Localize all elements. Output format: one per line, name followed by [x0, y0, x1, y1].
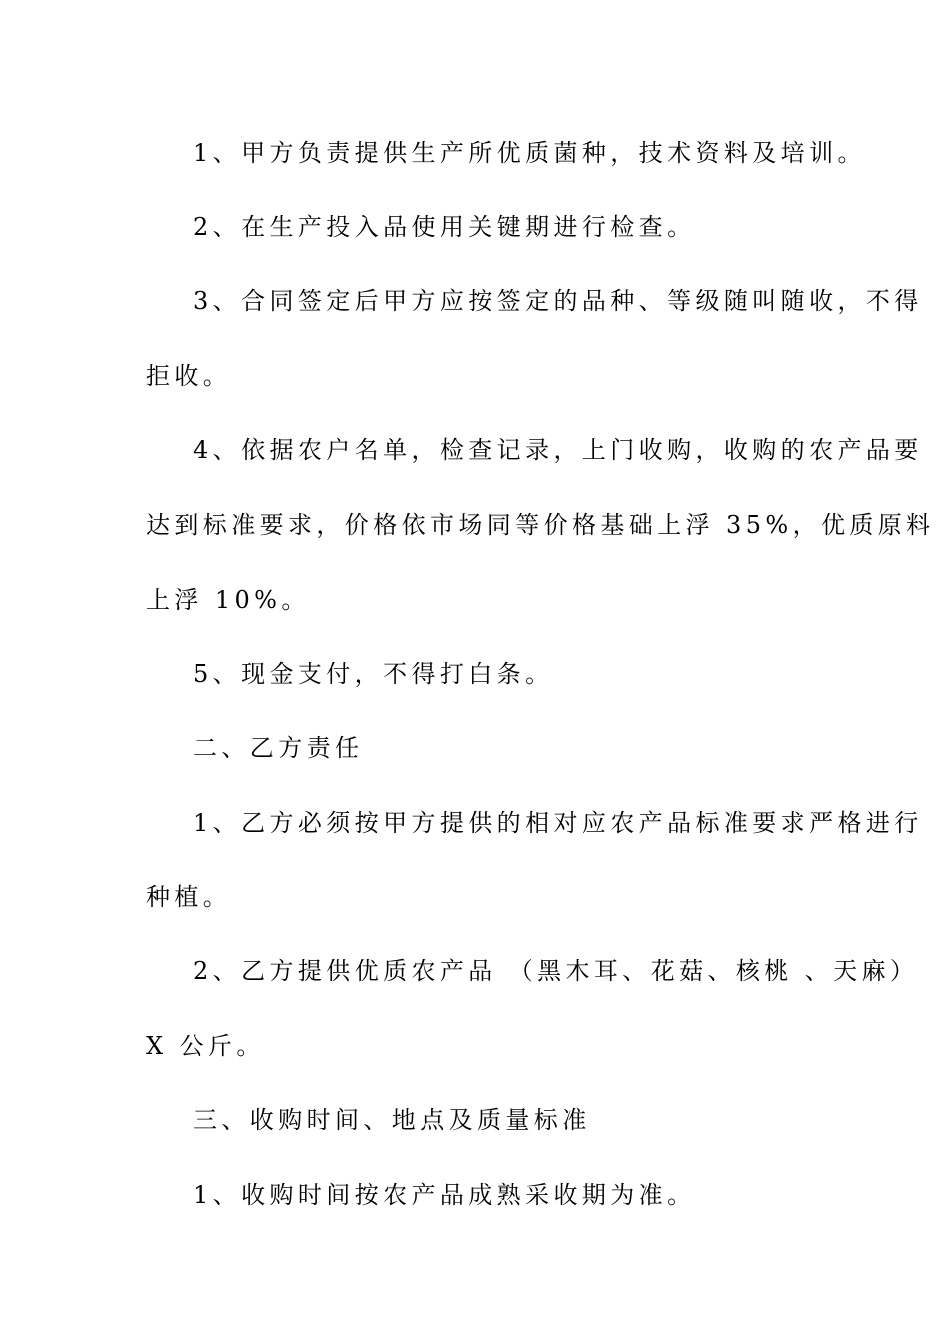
clause-a2-inspection: 2、在生产投入品使用关键期进行检查。: [193, 213, 696, 241]
clause-b1-standards: 1、乙方必须按甲方提供的相对应农产品标准要求严格进行: [193, 809, 923, 837]
clause-a3-acceptance: 3、合同签定后甲方应按签定的品种、等级随叫随收，不得: [193, 287, 923, 315]
clause-a5-cash-payment: 5、现金支付，不得打白条。: [193, 660, 554, 688]
section-heading-purchase-terms: 三、收购时间、地点及质量标准: [193, 1106, 591, 1134]
clause-c1-purchase-time: 1、收购时间按农产品成熟采收期为准。: [193, 1181, 696, 1209]
clause-a3-continuation: 拒收。: [146, 362, 232, 390]
clause-a1-supply-strains: 1、甲方负责提供生产所优质菌种，技术资料及培训。: [193, 139, 866, 167]
clause-a4-continuation-1: 达到标准要求，价格依市场同等价格基础上浮 35%，优质原料: [146, 511, 935, 539]
clause-b1-continuation: 种植。: [146, 883, 232, 911]
clause-b2-products: 2、乙方提供优质农产品 （黑木耳、花菇、核桃 、天麻）: [193, 957, 919, 985]
clause-a4-purchase: 4、依据农户名单，检查记录，上门收购，收购的农产品要: [193, 436, 923, 464]
clause-b2-continuation: X 公斤。: [146, 1032, 265, 1060]
clause-a4-continuation-2: 上浮 10%。: [146, 586, 310, 614]
section-heading-party-b: 二、乙方责任: [193, 734, 364, 762]
